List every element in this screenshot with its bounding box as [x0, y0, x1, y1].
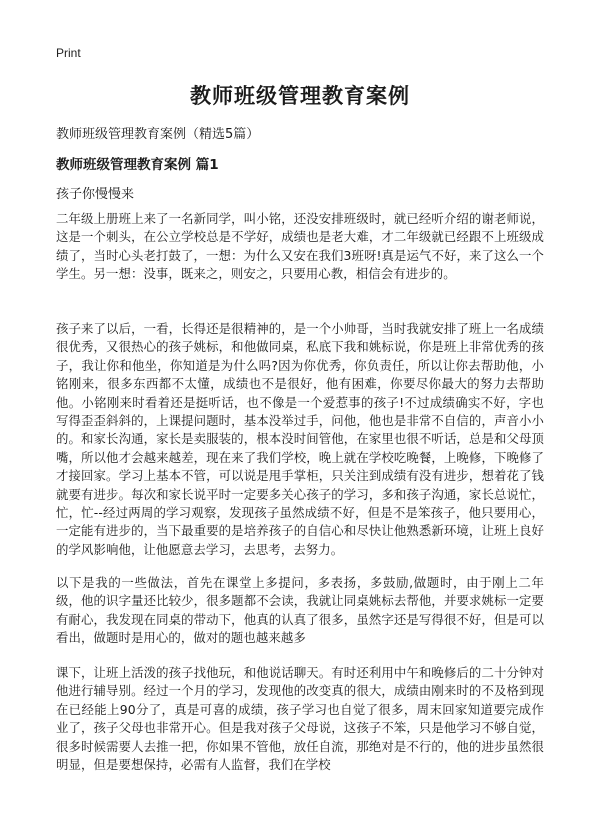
body-paragraph: 孩子来了以后，一看，长得还是很精神的，是一个小帅哥，当时我就安排了班上一名成绩很优秀，又很热心的孩子姚标，和他做同桌，私底下我和姚标说，你是班上非常优秀的孩子，我让你和他坐，你知道是为什么吗?因为你优秀，你负责任，所以让你去帮助他，小铭刚来，很多东西都不太懂，成绩也不是很好，他有困难，你要尽你最大的努力去帮助他。小铭刚来时看着还是挺听话，也不像是一个爱惹事的孩子!不过成绩确实不好，字也写得歪歪斜斜的，上课提问题时，基本没举过手，问他，他也是非常不自信的，声音小小的。和家长沟通，家长是卖服装的，根本没时间管他，在家里也很不听话，总是和父母顶嘴，所以他才会越来越差，现在来了我们学校，晚上就在学校吃晚餐，上晚修，下晚修了才接回家。学习上基本不管，可以说是甩手掌柜，只关注到成绩有没有进步，想着花了钱就要有进步。每次和家长说平时一定要多关心孩子的学习，多和孩子沟通，家长总说忙，忙，忙--经过两周的学习观察，发现孩子虽然成绩不好，但是不是笨孩子，他只要用心，一定能有进步的，当下最重要的是培养孩子的自信心和尽快让他熟悉新环境，让班上良好的学风影响他，让他愿意去学习，去思考，去努力。 [56, 321, 544, 557]
document-subtitle: 教师班级管理教育案例（精选5篇） [56, 127, 260, 142]
body-paragraph: 以下是我的一些做法，首先在课堂上多提问，多表扬，多鼓励,做题时，由于刚上二年级，他的识字量还比较少，很多题都不会读，我就让同桌姚标去帮他，并要求姚标一定要有耐心，我发现在同桌的带动下，他真的认真了很多，虽然字还是写得很不好，但是可以看出，做题时是用心的，做对的题也越来越多 [56, 575, 544, 646]
body-paragraph: 课下，让班上活泼的孩子找他玩，和他说话聊天。有时还利用中午和晚修后的二十分钟对他进行辅导别。经过一个月的学习，发现他的改变真的很大，成绩由刚来时的不及格到现在已经能上90分了，真是可喜的成绩，孩子学习也自觉了很多，周末回家知道要完成作业了，孩子父母也非常开心。但是我对孩子父母说，这孩子不笨，只是他学习不够自觉，很多时候需要人去推一把，你如果不管他，放任自流，那绝对是不行的，他的进步虽然很明显，但是要想保持，必需有人监督，我们在学校 [56, 665, 544, 773]
story-title: 孩子你慢慢来 [56, 187, 135, 202]
document-title: 教师班级管理教育案例 [190, 84, 410, 108]
print-link[interactable]: Print [56, 46, 81, 60]
section-heading: 教师班级管理教育案例 篇1 [56, 157, 219, 173]
body-paragraph: 二年级上册班上来了一名新同学，叫小铭，还没安排班级时，就已经听介绍的谢老师说，这是一个刺头，在公立学校总是不学好，成绩也是老大难，才二年级就已经跟不上班级成绩了，当时心头老打鼓了，一想：为什么又安在我们3班呀!真是运气不好，来了这么一个学生。另一想：没事，既来之，则安之，只要用心教，相信会有进步的。 [56, 211, 544, 282]
